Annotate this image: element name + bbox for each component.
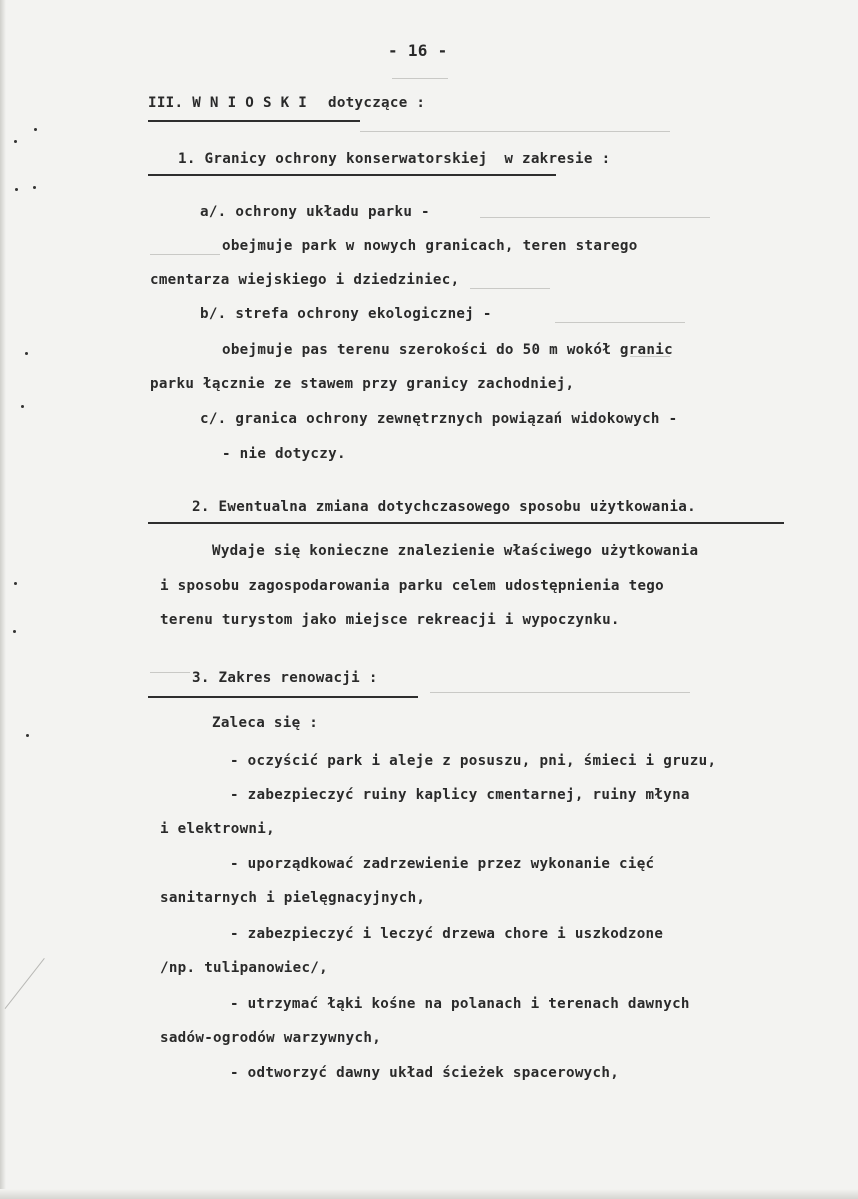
punch-mark — [13, 630, 16, 633]
section-heading-suffix: dotyczące : — [328, 95, 426, 111]
section1-suffix: w zakresie : — [504, 151, 611, 167]
subsection-c-title: c/. granica ochrony zewnętrznych powiązań widokowych - — [200, 411, 678, 427]
section-heading-title: III. W N I O S K I — [148, 95, 308, 111]
punch-mark — [33, 186, 36, 189]
page-edge-bottom — [0, 1189, 858, 1199]
punch-mark — [34, 128, 37, 131]
subsection-c-text: - nie dotyczy. — [222, 446, 346, 462]
guide-line — [150, 254, 220, 255]
page-number: - 16 - — [388, 41, 448, 60]
section2-title: 2. Ewentualna zmiana dotychczasowego sposobu użytkowania. — [192, 499, 696, 515]
subsection-a-text: obejmuje park w nowych granicach, teren starego — [222, 238, 638, 254]
list-item-continuation: sanitarnych i pielęgnacyjnych, — [160, 890, 426, 906]
list-item-continuation: /np. tulipanowiec/, — [160, 960, 328, 976]
punch-mark — [14, 140, 17, 143]
list-item: - odtworzyć dawny układ ścieżek spacerowych, — [230, 1065, 620, 1081]
guide-line — [480, 217, 710, 218]
list-item-continuation: i elektrowni, — [160, 821, 275, 837]
section3-title: 3. Zakres renowacji : — [192, 670, 378, 686]
punch-mark — [26, 734, 29, 737]
guide-line — [470, 288, 550, 289]
list-item: - oczyścić park i aleje z posuszu, pni, śmieci i gruzu, — [230, 753, 717, 769]
section-heading — [148, 94, 425, 112]
section2-text: Wydaje się konieczne znalezienie właściwego użytkowania — [212, 543, 699, 559]
punch-mark — [14, 582, 17, 585]
subsection-b-text: obejmuje pas terenu szerokości do 50 m wokół granic — [222, 342, 673, 358]
paper-scratch — [5, 958, 45, 1009]
guide-line — [430, 692, 690, 693]
section1-heading — [178, 150, 610, 168]
subsection-b-title: b/. strefa ochrony ekologicznej - — [200, 306, 492, 322]
section3-underline — [148, 696, 418, 698]
list-item: - uporządkować zadrzewienie przez wykonanie cięć — [230, 856, 655, 872]
guide-line — [555, 322, 685, 323]
section1-title: 1. Granicy ochrony konserwatorskiej — [178, 151, 488, 167]
punch-mark — [15, 188, 18, 191]
heading-underline — [148, 120, 360, 122]
guide-line — [360, 131, 670, 132]
list-item-continuation: sadów-ogrodów warzywnych, — [160, 1030, 382, 1046]
page-edge-left — [0, 0, 6, 1199]
section2-text: terenu turystom jako miejsce rekreacji i wypoczynku. — [160, 612, 620, 628]
section3-intro: Zaleca się : — [212, 715, 319, 731]
list-item: - utrzymać łąki kośne na polanach i terenach dawnych — [230, 996, 690, 1012]
section2-text: i sposobu zagospodarowania parku celem udostępnienia tego — [160, 578, 664, 594]
guide-line — [392, 78, 448, 79]
subsection-a-title: a/. ochrony układu parku - — [200, 204, 430, 220]
guide-line — [150, 672, 190, 673]
punch-mark — [25, 352, 28, 355]
list-item: - zabezpieczyć i leczyć drzewa chore i uszkodzone — [230, 926, 664, 942]
section1-underline — [148, 174, 556, 176]
subsection-a-text: cmentarza wiejskiego i dziedziniec, — [150, 272, 460, 288]
subsection-b-text: parku łącznie ze stawem przy granicy zachodniej, — [150, 376, 575, 392]
list-item: - zabezpieczyć ruiny kaplicy cmentarnej, ruiny młyna — [230, 787, 690, 803]
punch-mark — [21, 405, 24, 408]
section2-underline — [148, 522, 784, 524]
